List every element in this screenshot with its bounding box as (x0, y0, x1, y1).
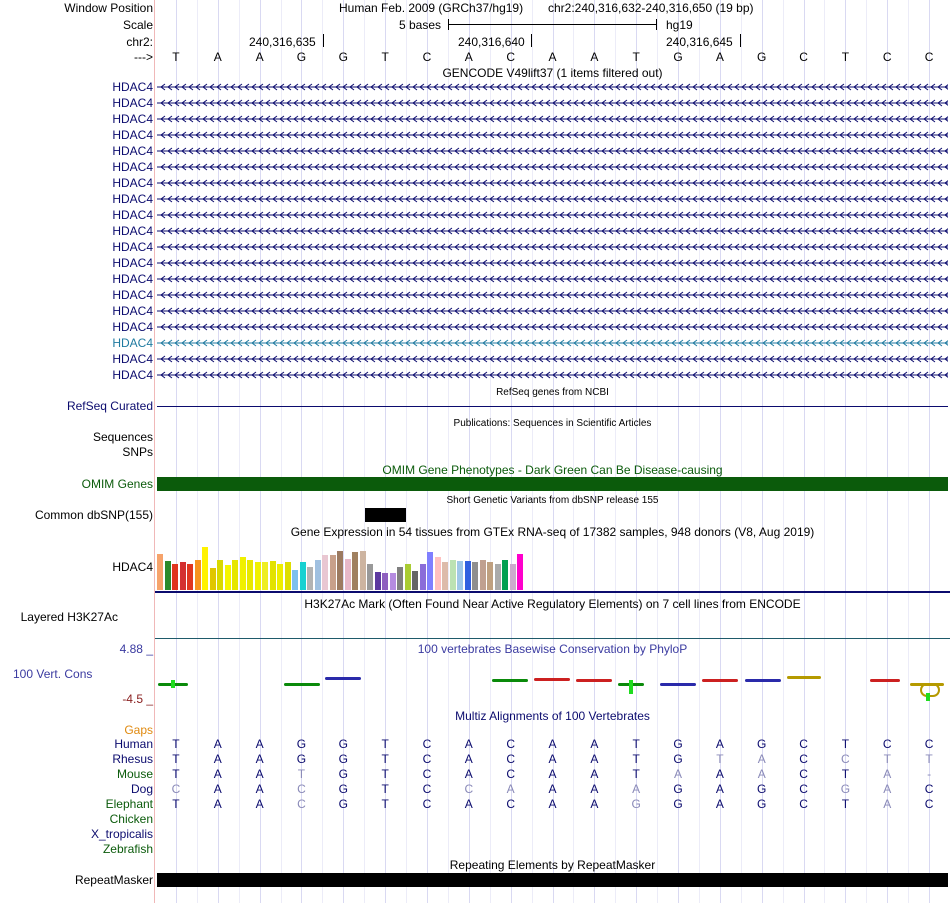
scale-label: Scale (122, 18, 153, 32)
multiz-base: A (883, 767, 892, 781)
gtex-tissue-bar[interactable] (397, 567, 403, 590)
multiz-base: T (381, 767, 389, 781)
scale-bases: 5 bases (399, 18, 442, 32)
multiz-base: A (548, 737, 557, 751)
multiz-base: C (464, 782, 474, 796)
multiz-species-label: Elephant (105, 797, 153, 811)
gtex-tissue-bar[interactable] (225, 565, 231, 590)
gencode-gene-label[interactable]: HDAC4 (112, 176, 153, 190)
multiz-base: C (422, 782, 432, 796)
gencode-gene-label[interactable]: HDAC4 (112, 96, 153, 110)
reference-base: A (464, 50, 473, 64)
gencode-gene-label[interactable]: HDAC4 (112, 208, 153, 222)
phylop-base-mark (660, 683, 696, 686)
scale-bar (448, 24, 656, 25)
multiz-base: T (925, 752, 933, 766)
phylop-base-mark (534, 678, 570, 681)
multiz-base: A (255, 797, 264, 811)
reference-base: A (548, 50, 557, 64)
publications-track-title[interactable]: Publications: Sequences in Scientific Articles (453, 418, 652, 429)
multiz-base: A (464, 767, 473, 781)
multiz-base: T (381, 752, 389, 766)
multiz-base: G (338, 767, 348, 781)
gtex-tissue-bar[interactable] (487, 562, 493, 590)
refseq-track-title[interactable]: RefSeq genes from NCBI (496, 387, 609, 398)
gencode-transcript[interactable] (157, 177, 948, 189)
multiz-base: C (506, 752, 515, 766)
multiz-species-label: Human (114, 737, 153, 751)
gencode-gene-label[interactable]: HDAC4 (112, 336, 153, 350)
gencode-gene-label[interactable]: HDAC4 (112, 320, 153, 334)
gtex-tissue-bar[interactable] (315, 560, 321, 590)
multiz-base: T (297, 767, 306, 781)
gencode-transcript[interactable] (157, 337, 948, 349)
dbsnp-track-label[interactable]: Common dbSNP(155) (34, 508, 153, 522)
gtex-tissue-bar[interactable] (300, 562, 306, 590)
gencode-gene-label[interactable]: HDAC4 (112, 288, 153, 302)
multiz-species-label: Mouse (116, 767, 153, 781)
reference-base: G (338, 50, 348, 64)
phylop-base-mark (745, 679, 781, 682)
multiz-base: A (883, 782, 892, 796)
gtex-tissue-bar[interactable] (172, 564, 178, 590)
assembly-name: Human Feb. 2009 (GRCh37/hg19) (339, 1, 524, 15)
phylop-min-label: -4.5 _ (122, 692, 153, 706)
gtex-tissue-bar[interactable] (255, 562, 261, 590)
gtex-tissue-bar[interactable] (480, 560, 486, 590)
gtex-tissue-bar[interactable] (382, 573, 388, 590)
gencode-transcript[interactable] (157, 273, 948, 285)
multiz-base: A (590, 767, 599, 781)
gencode-transcript[interactable] (157, 305, 948, 317)
gtex-tissue-bar[interactable] (337, 551, 343, 590)
gencode-transcript[interactable] (157, 193, 948, 205)
gencode-transcript[interactable] (157, 257, 948, 269)
gtex-tissue-bar[interactable] (307, 567, 313, 590)
multiz-base: A (464, 737, 473, 751)
multiz-base: T (381, 797, 389, 811)
phylop-base-mark (492, 679, 528, 682)
multiz-base: A (255, 767, 264, 781)
publications-snps-label[interactable]: SNPs (122, 445, 153, 459)
phylop-max-label: 4.88 _ (119, 642, 153, 656)
gtex-track-label[interactable]: HDAC4 (112, 560, 153, 574)
gtex-tissue-bar[interactable] (270, 561, 276, 590)
chrom-label: chr2: (126, 35, 153, 49)
gencode-transcript[interactable] (157, 241, 948, 253)
multiz-base: G (673, 752, 683, 766)
gtex-tissue-bar[interactable] (510, 564, 516, 590)
multiz-base: A (632, 782, 641, 796)
multiz-base: G (840, 782, 851, 796)
gtex-tissue-bar[interactable] (292, 570, 298, 590)
gtex-tissue-bar[interactable] (322, 555, 328, 590)
multiz-base: A (715, 797, 724, 811)
gtex-tissue-bar[interactable] (420, 564, 426, 590)
multiz-species-label: Chicken (109, 812, 153, 826)
gtex-tissue-bar[interactable] (495, 564, 501, 590)
multiz-base: G (757, 782, 767, 796)
refseq-track-label[interactable]: RefSeq Curated (66, 399, 153, 413)
gtex-tissue-bar[interactable] (202, 547, 208, 590)
multiz-base: A (883, 797, 892, 811)
gtex-tissue-bar[interactable] (450, 560, 456, 590)
gtex-tissue-bar[interactable] (375, 572, 381, 590)
phylop-base-mark (920, 683, 940, 697)
multiz-base: C (799, 767, 808, 781)
multiz-species-label: Rhesus (112, 752, 153, 766)
reference-base: G (296, 50, 307, 64)
reference-base: C (422, 50, 432, 64)
multiz-base: T (841, 767, 850, 781)
gencode-transcript[interactable] (157, 129, 948, 141)
phylop-base-mark (325, 677, 361, 680)
gencode-transcript[interactable] (157, 353, 948, 365)
multiz-base: C (171, 782, 181, 796)
gtex-tissue-bar[interactable] (435, 557, 441, 590)
coord-tick-label: 240,316,635 (249, 35, 316, 49)
multiz-base: C (799, 752, 808, 766)
multiz-base: - (927, 767, 932, 781)
multiz-base: T (172, 752, 180, 766)
window-position-label: Window Position (64, 1, 153, 15)
coord-tick-label: 240,316,640 (458, 35, 525, 49)
multiz-base: A (590, 782, 599, 796)
multiz-base: C (799, 797, 808, 811)
gencode-transcript[interactable] (157, 81, 948, 93)
multiz-base: A (548, 752, 557, 766)
multiz-base: A (715, 767, 724, 781)
gtex-tissue-bar[interactable] (247, 560, 253, 590)
dbsnp-track-title[interactable]: Short Genetic Variants from dbSNP release 155 (446, 495, 659, 506)
multiz-base: A (213, 752, 222, 766)
reference-base: A (255, 50, 264, 64)
reference-base: T (632, 50, 640, 64)
reference-base: G (673, 50, 683, 64)
gencode-gene-label[interactable]: HDAC4 (112, 80, 153, 94)
gencode-gene-label[interactable]: HDAC4 (112, 160, 153, 174)
multiz-base: T (381, 782, 389, 796)
h3k27ac-track-label[interactable]: Layered H3K27Ac (20, 610, 118, 624)
gtex-tissue-bar[interactable] (240, 557, 246, 590)
reference-base: C (924, 50, 934, 64)
multiz-base: A (757, 767, 766, 781)
gtex-track-title[interactable]: Gene Expression in 54 tissues from GTEx RNA-seq of 17382 samples, 948 donors (V8, Aug 2019) (290, 525, 815, 539)
multiz-base: C (297, 782, 306, 796)
gtex-tissue-bar[interactable] (262, 562, 268, 590)
multiz-base: G (338, 782, 348, 796)
gtex-baseline (155, 591, 950, 593)
multiz-base: A (464, 797, 473, 811)
gtex-tissue-bar[interactable] (217, 560, 223, 590)
gtex-tissue-bar[interactable] (277, 564, 283, 590)
repeatmasker-bar[interactable] (157, 873, 948, 887)
multiz-base: A (464, 752, 473, 766)
scale-db: hg19 (666, 18, 693, 32)
gtex-tissue-bar[interactable] (442, 562, 448, 590)
multiz-base: C (799, 737, 808, 751)
multiz-base: G (673, 797, 683, 811)
multiz-base: T (841, 737, 850, 751)
multiz-base: G (338, 752, 348, 766)
multiz-species-label: Dog (130, 782, 153, 796)
multiz-base: C (882, 737, 892, 751)
repeatmasker-track-label[interactable]: RepeatMasker (74, 873, 153, 887)
reference-base: G (757, 50, 767, 64)
reference-base: A (213, 50, 222, 64)
reference-base: A (715, 50, 724, 64)
multiz-base: T (172, 767, 180, 781)
multiz-base: G (338, 797, 348, 811)
window-position-value[interactable]: chr2:240,316,632-240,316,650 (19 bp) (548, 1, 754, 15)
multiz-base: T (632, 767, 640, 781)
coord-tick (323, 34, 324, 47)
reference-base: T (172, 50, 180, 64)
multiz-species-label: X_tropicalis (90, 827, 153, 841)
gtex-tissue-bar[interactable] (472, 562, 478, 590)
multiz-base: A (590, 797, 599, 811)
reference-base: T (841, 50, 850, 64)
coord-tick-label: 240,316,645 (666, 35, 733, 49)
multiz-base: C (422, 767, 432, 781)
multiz-base: A (548, 767, 557, 781)
reference-base: C (882, 50, 892, 64)
publications-sequences-label[interactable]: Sequences (92, 430, 153, 444)
phylop-base-mark (870, 679, 900, 682)
multiz-base: T (172, 737, 180, 751)
multiz-base: G (757, 797, 767, 811)
coord-tick (740, 34, 741, 47)
gtex-tissue-bar[interactable] (457, 561, 463, 590)
gtex-tissue-bar[interactable] (195, 560, 201, 590)
omim-track-title[interactable]: OMIM Gene Phenotypes - Dark Green Can Be Disease-causing (382, 463, 723, 477)
gencode-transcript[interactable] (157, 369, 948, 381)
phylop-track-label[interactable]: 100 Vert. Cons (13, 667, 93, 681)
gencode-gene-label[interactable]: HDAC4 (112, 272, 153, 286)
phylop-track-title[interactable]: 100 vertebrates Basewise Conservation by PhyloP (417, 642, 688, 656)
multiz-base: A (674, 767, 683, 781)
h3k27ac-track-title[interactable]: H3K27Ac Mark (Often Found Near Active Regulatory Elements) on 7 cell lines from ENCODE (304, 597, 801, 611)
multiz-base: A (255, 752, 264, 766)
multiz-base: A (213, 767, 222, 781)
dbsnp-variant[interactable] (365, 508, 406, 522)
multiz-base: T (632, 752, 640, 766)
multiz-base: C (422, 737, 432, 751)
multiz-base: A (213, 737, 222, 751)
gencode-gene-label[interactable]: HDAC4 (112, 224, 153, 238)
gencode-transcript[interactable] (157, 145, 948, 157)
repeatmasker-track-title[interactable]: Repeating Elements by RepeatMasker (449, 858, 656, 872)
phylop-base-mark (787, 676, 821, 679)
gtex-tissue-bar[interactable] (367, 564, 373, 590)
multiz-base: A (506, 782, 515, 796)
strand-label: ---> (134, 50, 153, 64)
multiz-base: G (338, 737, 348, 751)
gencode-gene-label[interactable]: HDAC4 (112, 112, 153, 126)
multiz-base: C (422, 752, 432, 766)
gencode-gene-label[interactable]: HDAC4 (112, 304, 153, 318)
refseq-gene-line[interactable] (157, 406, 948, 407)
scale-bar-right-tick (656, 19, 657, 30)
gencode-gene-label[interactable]: HDAC4 (112, 128, 153, 142)
multiz-base: G (296, 752, 307, 766)
multiz-base: A (213, 782, 222, 796)
gencode-transcript[interactable] (157, 225, 948, 237)
multiz-gaps-label: Gaps (124, 723, 153, 737)
multiz-base: C (422, 797, 432, 811)
gencode-transcript[interactable] (157, 161, 948, 173)
multiz-base: G (673, 782, 683, 796)
reference-base: A (590, 50, 599, 64)
multiz-base: T (632, 737, 640, 751)
multiz-base: C (924, 782, 934, 796)
gencode-transcript[interactable] (157, 321, 948, 333)
gtex-tissue-bar[interactable] (502, 560, 508, 590)
multiz-base: A (548, 782, 557, 796)
multiz-base: C (924, 797, 934, 811)
multiz-base: C (506, 797, 515, 811)
scale-bar-left-tick (448, 19, 449, 30)
multiz-base: C (841, 752, 850, 766)
gtex-tissue-bar[interactable] (517, 554, 523, 590)
multiz-base: A (213, 797, 222, 811)
gencode-transcript[interactable] (157, 289, 948, 301)
multiz-base: A (590, 737, 599, 751)
multiz-base: C (297, 797, 306, 811)
phylop-base-mark (284, 683, 320, 686)
gencode-transcript[interactable] (157, 209, 948, 221)
gtex-tissue-bar[interactable] (360, 551, 366, 590)
gtex-tissue-bar[interactable] (232, 560, 238, 590)
multiz-base: T (172, 797, 180, 811)
reference-base: T (381, 50, 389, 64)
gencode-transcript[interactable] (157, 113, 948, 125)
multiz-base: G (673, 737, 683, 751)
phylop-base-mark (926, 693, 930, 701)
multiz-base: T (381, 737, 389, 751)
gtex-tissue-bar[interactable] (157, 554, 163, 590)
reference-base: C (506, 50, 515, 64)
multiz-base: A (590, 752, 599, 766)
gtex-tissue-bar[interactable] (465, 561, 471, 590)
gtex-tissue-bar[interactable] (427, 552, 433, 590)
gtex-tissue-bar[interactable] (180, 562, 186, 590)
omim-track-label[interactable]: OMIM Genes (81, 477, 153, 491)
multiz-base: A (757, 752, 766, 766)
multiz-track-title[interactable]: Multiz Alignments of 100 Vertebrates (455, 709, 650, 723)
multiz-base: G (757, 737, 767, 751)
omim-gene-bar[interactable] (157, 477, 948, 491)
gtex-tissue-bar[interactable] (285, 562, 291, 590)
multiz-base: G (296, 737, 307, 751)
multiz-base: C (924, 737, 934, 751)
multiz-base: A (548, 797, 557, 811)
gtex-tissue-bar[interactable] (330, 555, 336, 590)
gtex-tissue-bar[interactable] (210, 568, 216, 590)
multiz-species-label: Zebrafish (102, 842, 153, 856)
multiz-base: A (255, 737, 264, 751)
phylop-base-mark (702, 679, 738, 682)
multiz-base: A (715, 737, 724, 751)
phylop-base-mark (576, 679, 612, 682)
phylop-base-mark (171, 680, 175, 688)
multiz-base: C (506, 737, 515, 751)
multiz-base: A (255, 782, 264, 796)
multiz-base: A (715, 782, 724, 796)
gencode-gene-label[interactable]: HDAC4 (112, 240, 153, 254)
gencode-gene-label[interactable]: HDAC4 (112, 352, 153, 366)
gtex-tissue-bar[interactable] (390, 573, 396, 590)
left-margin-line (154, 0, 155, 903)
gtex-tissue-bar[interactable] (405, 564, 411, 590)
multiz-base: C (799, 782, 808, 796)
multiz-base: G (631, 797, 641, 811)
gencode-gene-label[interactable]: HDAC4 (112, 256, 153, 270)
gtex-tissue-bar[interactable] (187, 564, 193, 590)
multiz-base: T (841, 797, 850, 811)
gencode-track-title[interactable]: GENCODE V49lift37 (1 items filtered out) (442, 66, 663, 80)
h3k27ac-baseline (155, 638, 950, 639)
gtex-tissue-bar[interactable] (345, 559, 351, 590)
gencode-gene-label[interactable]: HDAC4 (112, 144, 153, 158)
coord-tick (531, 34, 532, 47)
gtex-tissue-bar[interactable] (165, 561, 171, 590)
reference-base: C (799, 50, 808, 64)
multiz-base: T (883, 752, 891, 766)
multiz-base: C (506, 767, 515, 781)
gtex-tissue-bar[interactable] (352, 552, 358, 590)
multiz-base: T (716, 752, 724, 766)
gtex-tissue-bar[interactable] (412, 571, 418, 590)
gencode-gene-label[interactable]: HDAC4 (112, 368, 153, 382)
phylop-base-mark (629, 680, 633, 694)
gencode-gene-label[interactable]: HDAC4 (112, 192, 153, 206)
gencode-transcript[interactable] (157, 97, 948, 109)
